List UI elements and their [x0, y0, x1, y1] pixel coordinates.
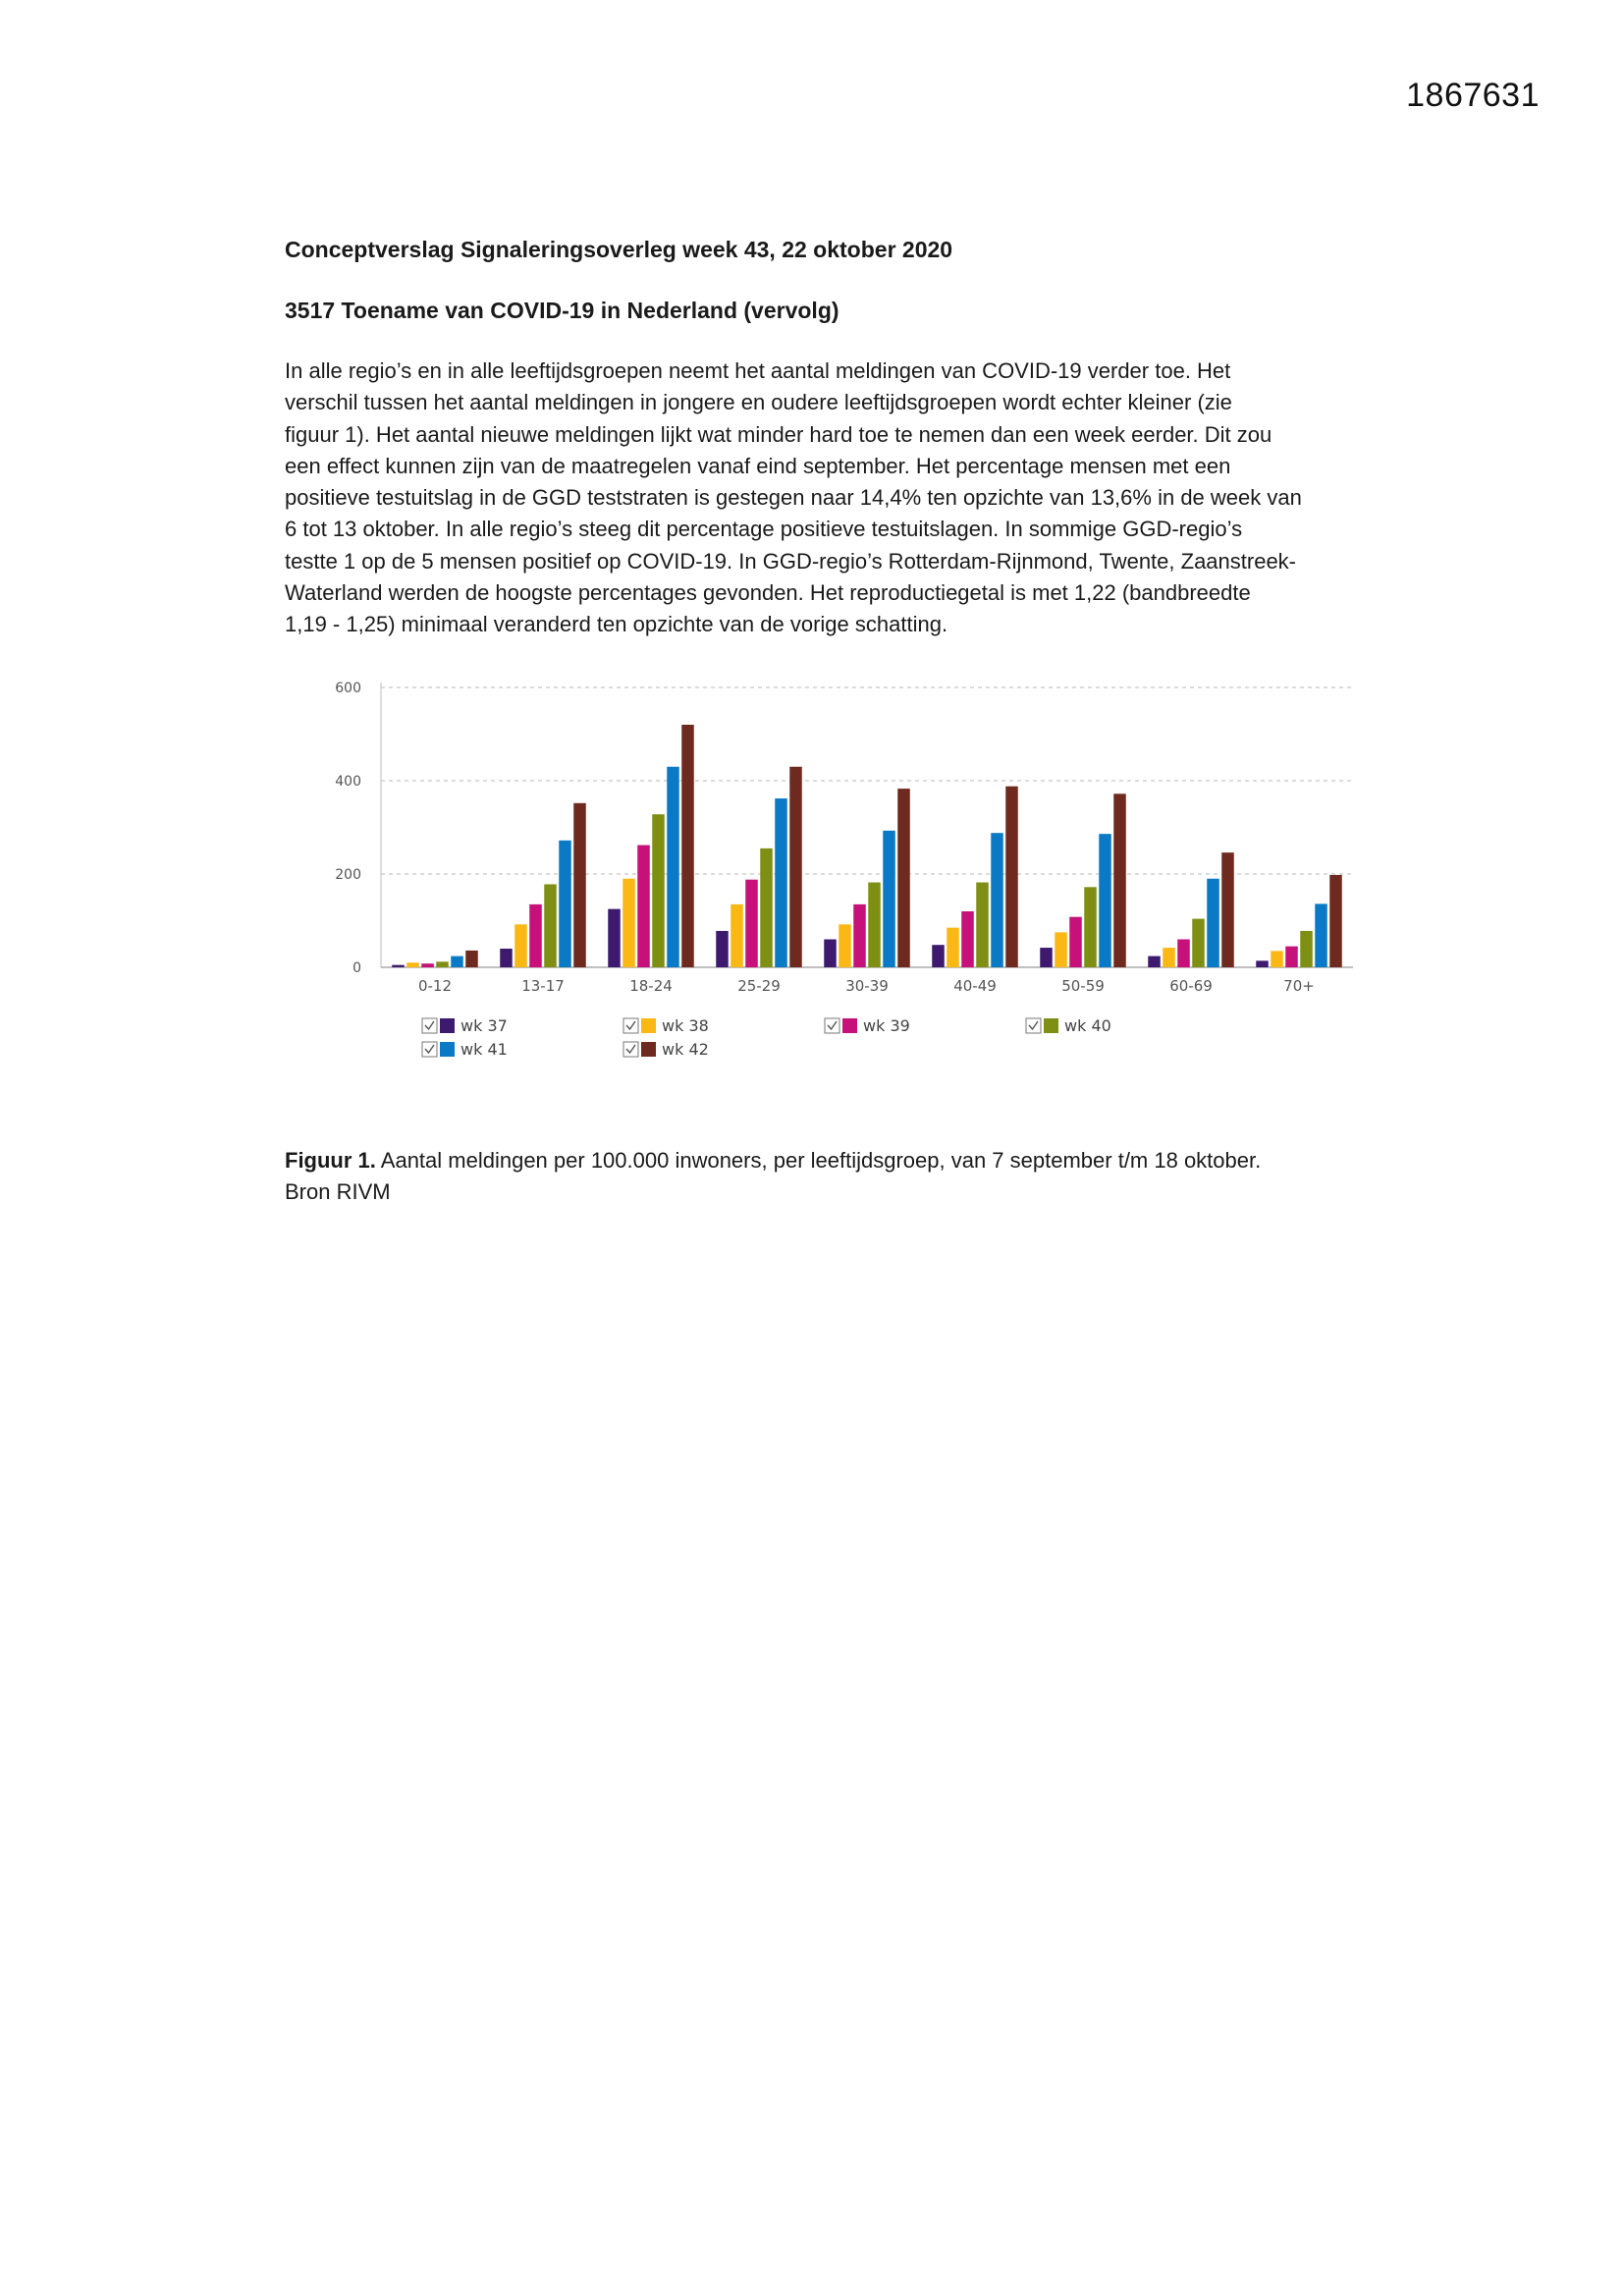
legend-checkbox: [422, 1042, 437, 1057]
chart-bar: [1285, 947, 1298, 967]
caption-label: Figuur 1.: [285, 1148, 376, 1173]
chart-bar: [716, 931, 729, 967]
chart-bar: [500, 949, 513, 967]
chart-bar: [839, 924, 851, 967]
chart-bar: [667, 767, 679, 967]
y-tick-label: 600: [335, 681, 361, 696]
chart-bar: [1315, 903, 1327, 967]
chart-bar: [897, 789, 910, 967]
legend-checkbox: [623, 1042, 638, 1057]
chart-bar: [1040, 948, 1053, 967]
legend-swatch: [641, 1018, 656, 1033]
chart-bar: [745, 880, 758, 967]
report-title: Conceptverslag Signaleringsoverleg week 43, 22 oktober 2020: [285, 237, 953, 262]
legend-swatch: [440, 1018, 455, 1033]
x-tick-label: 70+: [1283, 977, 1315, 995]
caption-text: Aantal meldingen per 100.000 inwoners, per leeftijdsgroep, van 7 september t/m 18 oktober.: [375, 1148, 1262, 1173]
paragraph-line: verschil tussen het aantal meldingen in jongere en oudere leeftijdsgroepen wordt echter kleiner (zie: [285, 390, 1232, 415]
legend-label: wk 38: [662, 1016, 709, 1035]
y-tick-label: 400: [335, 774, 361, 790]
legend-checkbox: [825, 1018, 839, 1033]
y-tick-label: 200: [335, 867, 361, 883]
chart-bar: [947, 928, 959, 967]
chart-bar: [465, 951, 478, 967]
chart-bar: [1221, 852, 1234, 967]
legend-label: wk 42: [662, 1040, 709, 1059]
chart-bar: [406, 962, 419, 967]
chart-bar: [1099, 834, 1111, 967]
document-id: 1867631: [1406, 77, 1540, 114]
x-tick-label: 13-17: [521, 977, 565, 995]
chart-bar: [1163, 948, 1175, 967]
chart-bar: [529, 904, 542, 967]
paragraph-line: 1,19 - 1,25) minimaal veranderd ten opzichte van de vorige schatting.: [285, 612, 948, 637]
chart-bar: [608, 909, 621, 967]
x-tick-label: 40-49: [953, 977, 997, 995]
chart-bar: [760, 848, 773, 967]
chart-bar: [451, 957, 463, 967]
x-tick-label: 0-12: [417, 977, 453, 995]
chart-bar: [1329, 875, 1342, 967]
chart-bar: [637, 846, 650, 967]
chart-bar: [1005, 787, 1018, 967]
chart-bar: [991, 833, 1003, 967]
x-tick-label: 60-69: [1169, 977, 1213, 995]
chart-bar: [731, 904, 743, 967]
x-tick-label: 25-29: [737, 977, 781, 995]
section-title: 3517 Toename van COVID-19 in Nederland (vervolg): [285, 298, 839, 323]
legend-swatch: [842, 1018, 857, 1033]
chart-bar: [853, 904, 866, 967]
legend-checkbox: [1026, 1018, 1041, 1033]
legend-label: wk 37: [460, 1016, 508, 1035]
paragraph-line: Waterland werden de hoogste percentages gevonden. Het reproductiegetal is met 1,22 (bandbreedte: [285, 580, 1251, 606]
paragraph-line: In alle regio’s en in alle leeftijdsgroepen neemt het aantal meldingen van COVID-19 verder toe. Het: [285, 358, 1231, 383]
body-paragraph: [285, 355, 1394, 641]
chart-bar: [559, 841, 571, 967]
document-body: [285, 234, 1394, 641]
legend-swatch: [641, 1042, 656, 1057]
chart-bar: [976, 883, 989, 967]
chart-bar: [1192, 919, 1205, 967]
chart-bar: [1300, 931, 1313, 967]
chart-bar: [1256, 960, 1269, 967]
chart-bar: [1148, 957, 1161, 967]
age-group-bar-chart: [312, 668, 1363, 1080]
chart-bar: [436, 961, 449, 967]
chart-bar: [868, 883, 881, 967]
chart-bar: [1207, 879, 1219, 967]
chart-bar: [1271, 951, 1283, 967]
chart-bar: [1113, 793, 1126, 967]
chart-bar: [775, 798, 787, 967]
chart-bar: [883, 831, 895, 967]
caption-source: Bron RIVM: [285, 1179, 391, 1204]
legend-checkbox: [623, 1018, 638, 1033]
x-tick-label: 18-24: [629, 977, 673, 995]
chart-bar: [932, 945, 945, 967]
chart-bar: [421, 963, 434, 967]
figure-caption: [285, 1145, 1394, 1208]
y-tick-label: 0: [352, 960, 361, 976]
chart-bar: [514, 924, 527, 967]
legend-label: wk 41: [460, 1040, 508, 1059]
chart-bar: [824, 940, 837, 968]
legend-swatch: [440, 1042, 455, 1057]
chart-bar: [623, 879, 635, 967]
chart-bar: [392, 965, 405, 967]
chart-bar: [652, 814, 665, 967]
chart-bar: [1069, 917, 1082, 967]
paragraph-line: 6 tot 13 oktober. In alle regio’s steeg dit percentage positieve testuitslagen. In sommige GGD-regio’s: [285, 517, 1243, 542]
paragraph-line: figuur 1). Het aantal nieuwe meldingen lijkt wat minder hard toe te nemen dan een week eerder. Dit zou: [285, 421, 1272, 447]
paragraph-line: een effect kunnen zijn van de maatregelen vanaf eind september. Het percentage mensen met een: [285, 453, 1231, 478]
legend-label: wk 39: [863, 1016, 910, 1035]
chart-bar: [681, 725, 694, 967]
x-tick-label: 50-59: [1061, 977, 1105, 995]
legend-swatch: [1044, 1018, 1058, 1033]
chart-bar: [573, 803, 586, 967]
paragraph-line: positieve testuitslag in de GGD teststraten is gestegen naar 14,4% ten opzichte van 13,6% in de week van: [285, 485, 1302, 511]
legend-label: wk 40: [1064, 1016, 1111, 1035]
legend-checkbox: [422, 1018, 437, 1033]
chart-canvas: [312, 668, 1363, 1080]
chart-bar: [544, 884, 557, 967]
x-tick-label: 30-39: [845, 977, 889, 995]
chart-bar: [961, 911, 974, 967]
chart-bar: [789, 767, 802, 967]
paragraph-line: testte 1 op de 5 mensen positief op COVID-19. In GGD-regio’s Rotterdam-Rijnmond, Twente, Zaanstreek-: [285, 548, 1297, 574]
chart-bar: [1055, 932, 1067, 967]
chart-bar: [1177, 940, 1190, 968]
chart-bar: [1084, 887, 1097, 967]
